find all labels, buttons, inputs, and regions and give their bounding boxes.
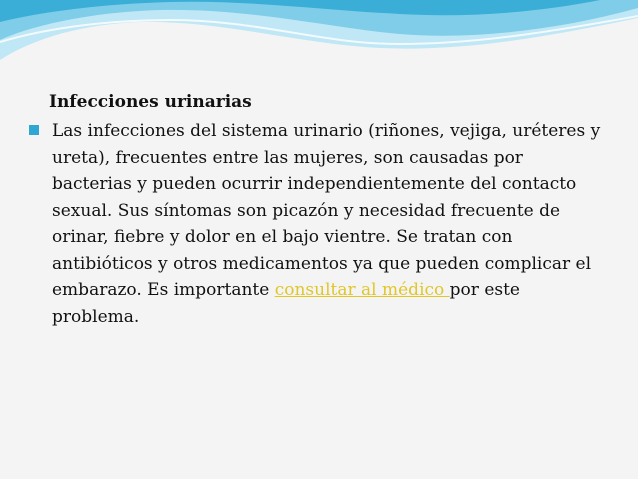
square-bullet-icon <box>28 124 40 136</box>
paragraph-text-before-link: Las infecciones del sistema urinario (riñones, vejiga, uréteres y ureta), frecuentes entre las mujeres, son causadas por bacterias y pueden ocurrir independientemente del contacto sexual. Sus síntomas son picazón y necesidad frecuente de orinar, fiebre y dolor en el bajo vientre. Se tratan con antibióticos y otros medicamentos ya que pueden complicar el embarazo. Es importante <box>52 121 601 300</box>
bullet-item <box>26 118 606 330</box>
slide-content <box>26 88 606 330</box>
paragraph-text-after-link: por este problema. <box>52 280 520 327</box>
header-wave-decoration <box>0 0 638 90</box>
bullet-paragraph <box>52 118 606 330</box>
consult-doctor-link[interactable]: consultar al médico <box>274 280 450 300</box>
slide-title: Infecciones urinarias <box>49 92 252 112</box>
